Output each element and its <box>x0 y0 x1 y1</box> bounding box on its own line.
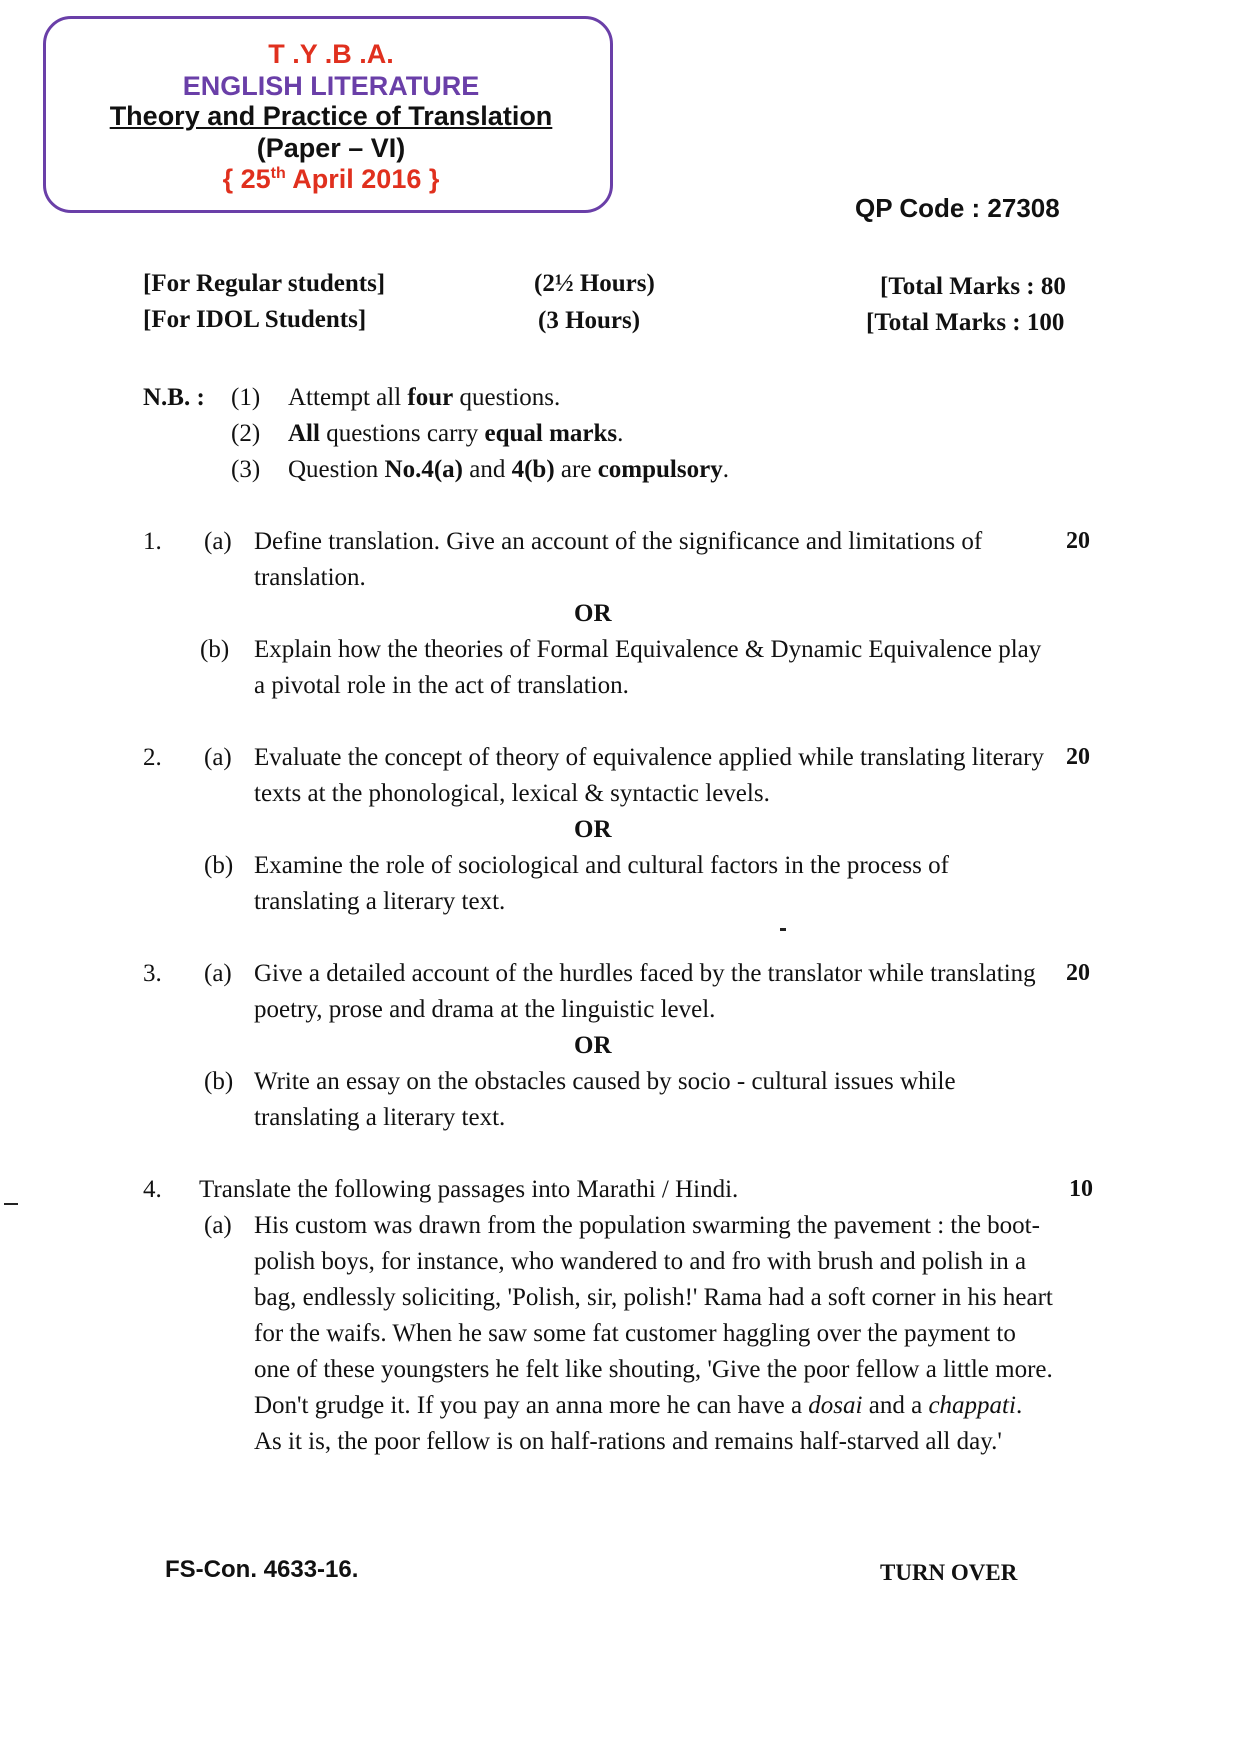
q2-or: OR <box>574 816 612 843</box>
footer-code: FS-Con. 4633-16. <box>165 1556 359 1583</box>
q4a-label: (a) <box>204 1212 232 1239</box>
q3-number: 3. <box>143 960 162 987</box>
q1-or: OR <box>574 600 612 627</box>
subject-title: ENGLISH LITERATURE <box>182 71 480 101</box>
q1-number: 1. <box>143 528 162 555</box>
idol-label: [For IDOL Students] <box>143 306 367 333</box>
q3b-text: Write an essay on the obstacles caused by socio - cultural issues while translating a literary text. <box>254 1068 956 1131</box>
nb-label: N.B. : <box>143 384 205 411</box>
q1b-label: (b) <box>200 636 230 663</box>
scan-mark <box>4 1203 18 1205</box>
q3a-label: (a) <box>204 960 232 987</box>
nb-item-1: Attempt all four questions. <box>288 384 561 411</box>
class-name: T .Y .B .A. <box>268 39 394 69</box>
q2b-label: (b) <box>204 852 234 879</box>
q3-marks: 20 <box>1066 960 1090 986</box>
q2a-label: (a) <box>204 744 232 771</box>
regular-label: [For Regular students] <box>143 270 386 297</box>
nb-num-3: (3) <box>231 456 261 483</box>
idol-marks: [Total Marks : 100 <box>866 309 1065 336</box>
q4-marks: 10 <box>1069 1176 1093 1202</box>
paper-title: Theory and Practice of Translation <box>109 101 553 131</box>
q2-number: 2. <box>143 744 162 771</box>
nb-item-2: All questions carry equal marks. <box>288 420 624 447</box>
q3b-label: (b) <box>204 1068 234 1095</box>
qp-code: QP Code : 27308 <box>855 193 1060 223</box>
turn-over: TURN OVER <box>880 1560 1018 1585</box>
q3a-text: Give a detailed account of the hurdles faced by the translator while translating poetry, prose and drama at the linguistic level. <box>254 960 1036 1023</box>
nb-num-1: (1) <box>231 384 261 411</box>
q3-or: OR <box>574 1032 612 1059</box>
nb-item-3: Question No.4(a) and 4(b) are compulsory. <box>288 456 729 483</box>
q2-marks: 20 <box>1066 744 1090 770</box>
scan-speck <box>780 928 786 931</box>
q4-number: 4. <box>143 1176 162 1203</box>
q4a-passage: His custom was drawn from the population swarming the pavement : the boot-polish boys, for instance, who wandered to and fro with brush and polish in a bag, endlessly soliciting, 'Polish, sir, polish!' Rama had a soft corner in his heart for the waifs. When he saw some fat customer haggling over the payment to one of these youngsters he felt like shouting, 'Give the poor fellow a little more. Don't grudge it. If you pay an anna more he can have a dosai and a chappati. As it is, the poor fellow is on half-rations and remains half-starved all day.' <box>254 1212 1053 1455</box>
idol-hours: (3 Hours) <box>538 307 641 334</box>
q4-instruction: Translate the following passages into Marathi / Hindi. <box>199 1176 739 1203</box>
paper-number: (Paper – VI) <box>256 133 406 163</box>
q1a-label: (a) <box>204 528 232 555</box>
q2b-text: Examine the role of sociological and cultural factors in the process of translating a literary text. <box>254 852 949 915</box>
q1-marks: 20 <box>1066 528 1090 554</box>
q1a-text: Define translation. Give an account of the significance and limitations of translation. <box>254 528 983 591</box>
nb-num-2: (2) <box>231 420 261 447</box>
regular-marks: [Total Marks : 80 <box>880 273 1066 300</box>
q2a-text: Evaluate the concept of theory of equivalence applied while translating literary texts at the phonological, lexical & syntactic levels. <box>254 744 1044 807</box>
q1b-text: Explain how the theories of Formal Equivalence & Dynamic Equivalence play a pivotal role in the act of translation. <box>254 636 1042 699</box>
exam-date: { 25th April 2016 } <box>222 164 440 194</box>
header-box <box>43 16 613 213</box>
regular-hours: (2½ Hours) <box>534 270 655 297</box>
